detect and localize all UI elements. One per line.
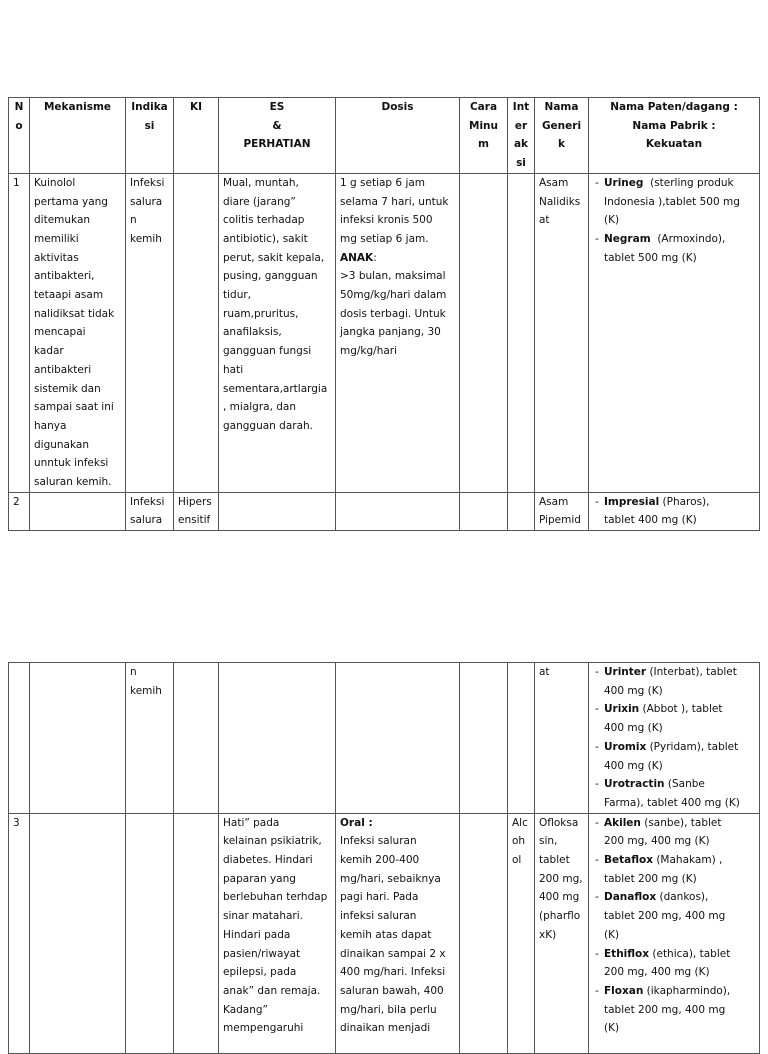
cell-line: Generi <box>541 119 582 132</box>
cell-line: colitis terhadap <box>223 214 305 227</box>
brand-detail: (sanbe), tablet <box>640 816 722 829</box>
brand-item <box>593 888 755 944</box>
row3-dosis-text <box>340 832 455 1038</box>
cell-line: infeksi kronis 500 <box>340 214 433 227</box>
cell-line: kemih <box>130 684 162 697</box>
cell-line: Minu <box>469 119 498 132</box>
cell-line: Infeksi saluran <box>340 835 417 848</box>
cell-line: Indika <box>131 101 168 113</box>
brand-detail-line: tablet 200 mg (K) <box>604 872 697 885</box>
cell-line: mg/kg/hari <box>340 345 398 358</box>
brand-detail: (Interbat), tablet <box>646 666 737 678</box>
cell-line: 400 mg/hari. Infeksi <box>340 966 446 979</box>
table-header-row <box>9 98 760 174</box>
cell-line: ensitif <box>178 514 211 527</box>
cell-line: ditemukan <box>34 214 91 227</box>
cell-line: kemih 200-400 <box>340 854 420 867</box>
row1-ki <box>174 173 219 492</box>
brand-detail-line: (K) <box>604 214 620 227</box>
brand-detail: (Abbot ), tablet <box>639 703 723 716</box>
brand-item <box>593 663 755 700</box>
row3-cara-minum <box>460 813 508 1053</box>
brand-detail-line: 200 mg, 400 mg (K) <box>604 966 710 979</box>
cell-line: sementara,artlargia <box>223 382 328 395</box>
cell-line: dinaikan sampai 2 x <box>340 947 446 960</box>
cell-line: sin, <box>539 835 558 848</box>
cell-line: antibakteri <box>34 363 92 376</box>
row3-no <box>9 813 30 1053</box>
brand-detail-line: tablet 200 mg, 400 mg <box>604 910 726 923</box>
brand-detail-line: 200 mg, 400 mg (K) <box>604 835 710 848</box>
brand-item <box>593 174 755 230</box>
page-break-gap <box>0 512 768 662</box>
header-indikasi <box>126 98 174 174</box>
cell-line: pertama yang <box>34 195 108 208</box>
cell-line: Cara <box>469 101 498 113</box>
brand-item <box>593 700 755 737</box>
brand-name: Urineg <box>604 176 644 189</box>
cell-line: anafilaksis, <box>223 326 282 339</box>
brand-item <box>593 851 755 888</box>
cell-line: xK) <box>539 928 557 941</box>
row1-dosis <box>336 173 460 492</box>
row3-es <box>219 813 336 1053</box>
cell-line: Nalidiks <box>539 195 581 208</box>
cell-line: paparan yang <box>223 872 296 885</box>
row1-dosis-adult <box>340 174 455 249</box>
cell-line: Mekanisme <box>43 101 112 113</box>
brand-first-line <box>604 230 755 249</box>
cont-cara-minum <box>460 663 508 814</box>
cell-line: Kadang” <box>223 1003 268 1016</box>
cell-line: nalidiksat tidak <box>34 307 115 320</box>
brand-detail: (Mahakam) , <box>653 854 723 867</box>
brand-detail-line: (K) <box>604 1022 620 1035</box>
brand-detail-line: 400 mg (K) <box>604 759 663 772</box>
header-interaksi <box>508 98 535 174</box>
cell-line: 400 mg <box>539 891 580 904</box>
brand-first-line <box>604 738 755 757</box>
brand-name: Urotractin <box>604 778 665 791</box>
cont-no <box>9 663 30 814</box>
brand-name: Negram <box>604 232 651 245</box>
brand-detail: (Armoxindo), <box>650 232 726 245</box>
cell-line: pusing, gangguan <box>223 270 318 283</box>
cell-line: mg/hari, bila perlu <box>340 1003 437 1016</box>
cell-line: Asam <box>539 495 569 508</box>
cell-line: berlebuhan terhdap <box>223 891 328 904</box>
cell-line: oh <box>512 835 526 848</box>
brand-detail: (Pharos), <box>659 495 710 508</box>
cell-line: saluran bawah, 400 <box>340 984 444 997</box>
brand-detail: (sterling produk <box>643 176 734 189</box>
cell-line: k <box>558 138 565 151</box>
cell-line: Hati” pada <box>223 816 280 829</box>
cell-line: Int <box>512 101 530 113</box>
drug-table-page-1 <box>8 97 760 531</box>
brand-detail-line: tablet 400 mg (K) <box>604 514 697 527</box>
brand-detail: (Sanbe <box>664 778 705 791</box>
brand-name: Floxan <box>604 984 644 997</box>
cell-line: pasien/riwayat <box>223 947 301 960</box>
cont-dosis <box>336 663 460 814</box>
header-mekanisme <box>30 98 126 174</box>
cell-line: digunakan <box>34 438 89 451</box>
cell-line: mg/hari, sebaiknya <box>340 872 441 885</box>
brand-first-line <box>604 493 755 512</box>
brand-list <box>593 663 755 813</box>
brand-detail: (ethica), tablet <box>649 947 731 960</box>
cell-line: 1 g setiap 6 jam <box>340 176 426 189</box>
cell-line: Hipers <box>178 495 212 508</box>
header-nama-generik <box>535 98 589 174</box>
cell-line: kemih <box>130 232 162 245</box>
row1-indikasi <box>126 173 174 492</box>
cell-line: Dosis <box>381 101 414 113</box>
cell-line: 200 mg, <box>539 872 583 885</box>
brand-detail: (ikapharmindo), <box>643 984 731 997</box>
drug-table-page-2 <box>8 662 760 1054</box>
cell-line: sinar matahari. <box>223 910 304 923</box>
cont-nama-paten <box>589 663 760 814</box>
brand-first-line <box>604 775 755 794</box>
cont-interaksi <box>508 663 535 814</box>
cell-line: si <box>144 119 155 132</box>
brand-name: Urixin <box>604 703 640 716</box>
row1-es <box>219 173 336 492</box>
cell-line: sampai saat ini <box>34 401 114 414</box>
cell-line: aktivitas <box>34 251 79 264</box>
brand-first-line <box>604 174 755 193</box>
brand-detail-line: Indonesia ),tablet 500 mg <box>604 195 740 208</box>
cell-line: dosis terbagi. Untuk <box>340 307 446 320</box>
brand-detail-line: tablet 500 mg (K) <box>604 251 697 264</box>
brand-first-line <box>604 982 755 1001</box>
cont-nama-generik <box>535 663 589 814</box>
cell-line: ak <box>513 138 529 151</box>
cell-line: gangguan fungsi <box>223 345 312 358</box>
brand-item <box>593 945 755 982</box>
cell-line: epilepsi, pada <box>223 966 297 979</box>
cell-line: Nama Pabrik : <box>632 119 716 132</box>
cont-mekanisme <box>30 663 126 814</box>
cell-line: Pipemid <box>539 514 581 527</box>
cell-line: 3 <box>13 816 20 829</box>
brand-detail-line: 400 mg (K) <box>604 684 663 697</box>
row3-nama-paten <box>589 813 760 1053</box>
cell-line: Hindari pada <box>223 928 291 941</box>
cell-line: antibakteri, <box>34 270 95 283</box>
brand-name: Urinter <box>604 666 647 678</box>
cell-line: Nama Paten/dagang : <box>610 101 738 113</box>
row1-cara-minum <box>460 173 508 492</box>
cont-indikasi <box>126 663 174 814</box>
brand-detail-line: Farma), tablet 400 mg (K) <box>604 796 740 809</box>
brand-first-line <box>604 851 755 870</box>
cell-line: m <box>478 138 489 151</box>
row3-dosis-oral-heading: Oral : <box>340 816 373 829</box>
cell-line: PERHATIAN <box>243 138 311 151</box>
brand-detail: (Pyridam), tablet <box>646 740 739 753</box>
cell-line: 2 <box>13 495 20 508</box>
cell-line: at <box>539 666 550 678</box>
cell-line: si <box>516 157 526 170</box>
brand-item <box>593 982 755 1038</box>
brand-first-line <box>604 814 755 833</box>
cell-line: 1 <box>13 176 20 189</box>
brand-item <box>593 814 755 851</box>
cell-line: jangka panjang, 30 <box>340 326 441 339</box>
cell-line: infeksi saluran <box>340 910 417 923</box>
cell-line: Asam <box>539 176 569 189</box>
cell-line: Kekuatan <box>645 138 703 151</box>
header-ki <box>174 98 219 174</box>
brand-first-line <box>604 700 755 719</box>
header-nama-paten <box>589 98 760 174</box>
cell-line: selama 7 hari, untuk <box>340 195 449 208</box>
table-row <box>9 663 760 814</box>
cell-line: N <box>14 101 24 113</box>
brand-item <box>593 738 755 775</box>
row3-ki <box>174 813 219 1053</box>
cont-es <box>219 663 336 814</box>
brand-name: Danaflox <box>604 891 657 904</box>
cell-line: kadar <box>34 345 64 358</box>
cell-line: KI <box>189 101 203 113</box>
cell-line: gangguan darah. <box>223 419 314 432</box>
brand-first-line <box>604 663 755 682</box>
header-cara-minum <box>460 98 508 174</box>
brand-name: Impresial <box>604 495 660 508</box>
row3-dosis <box>336 813 460 1053</box>
cell-line: , mialgra, dan <box>223 401 297 414</box>
cell-line: antibiotic), sakit <box>223 232 308 245</box>
cell-line: & <box>272 119 282 132</box>
cell-line: diare (jarang” <box>223 195 296 208</box>
row1-no <box>9 173 30 492</box>
brand-name: Betaflox <box>604 854 653 867</box>
brand-detail: (dankos), <box>656 891 709 904</box>
row1-dosis-anak-heading: ANAK: <box>340 251 377 264</box>
row1-dosis-anak <box>340 267 455 361</box>
cell-line: hanya <box>34 419 67 432</box>
table-row <box>9 813 760 1053</box>
cell-line: mempengaruhi <box>223 1022 304 1035</box>
cont-ki <box>174 663 219 814</box>
brand-list <box>593 814 755 1038</box>
row3-interaksi <box>508 813 535 1053</box>
row1-interaksi <box>508 173 535 492</box>
cell-line: diabetes. Hindari <box>223 854 313 867</box>
brand-name: Ethiflox <box>604 947 650 960</box>
cell-line: Alc <box>512 816 528 829</box>
cell-line: mg setiap 6 jam. <box>340 232 429 245</box>
cell-line: ruam,pruritus, <box>223 307 299 320</box>
brand-detail-line: 400 mg (K) <box>604 722 663 735</box>
cell-line: sistemik dan <box>34 382 101 395</box>
header-no <box>9 98 30 174</box>
cell-line: anak” dan remaja. <box>223 984 321 997</box>
brand-item <box>593 230 755 267</box>
cell-line: at <box>539 214 550 227</box>
cell-line: n <box>130 214 137 227</box>
cell-line: Nama <box>544 101 579 113</box>
row3-mekanisme <box>30 813 126 1053</box>
brand-name: Uromix <box>604 740 647 753</box>
cell-line: Kuinolol <box>34 176 76 189</box>
brand-name: Akilen <box>604 816 641 829</box>
cell-line: saluran kemih. <box>34 476 112 489</box>
cell-line: salura <box>130 514 163 527</box>
cell-line: (pharflo <box>539 910 581 923</box>
cell-line: hati <box>223 363 244 376</box>
header-dosis <box>336 98 460 174</box>
cell-line: ol <box>512 854 522 867</box>
cell-line: tablet <box>539 854 570 867</box>
cell-line: dinaikan menjadi <box>340 1022 431 1035</box>
brand-first-line <box>604 888 755 907</box>
cell-line: memiliki <box>34 232 79 245</box>
cell-line: o <box>15 119 23 132</box>
brand-first-line <box>604 945 755 964</box>
brand-item <box>593 775 755 812</box>
row1-mekanisme <box>30 173 126 492</box>
brand-detail-line: (K) <box>604 928 620 941</box>
cell-line: Infeksi <box>130 176 165 189</box>
cell-line: ES <box>269 101 285 113</box>
cell-line: tetaapi asam <box>34 289 104 302</box>
cell-line: kemih atas dapat <box>340 928 432 941</box>
row1-nama-generik <box>535 173 589 492</box>
cell-line: kelainan psikiatrik, <box>223 835 322 848</box>
header-es-perhatian <box>219 98 336 174</box>
brand-list <box>593 174 755 268</box>
cell-line: Mual, muntah, <box>223 176 299 189</box>
table-row <box>9 173 760 492</box>
cell-line: salura <box>130 195 163 208</box>
cell-line: Ofloksa <box>539 816 579 829</box>
cell-line: er <box>514 119 528 132</box>
cell-line: perut, sakit kepala, <box>223 251 325 264</box>
cell-line: unntuk infeksi <box>34 457 109 470</box>
cell-line: Infeksi <box>130 495 165 508</box>
row3-nama-generik <box>535 813 589 1053</box>
cell-line: pagi hari. Pada <box>340 891 419 904</box>
cell-line: 50mg/kg/hari dalam <box>340 289 447 302</box>
cell-line: mencapai <box>34 326 86 339</box>
cell-line: tidur, <box>223 289 252 302</box>
row3-indikasi <box>126 813 174 1053</box>
brand-detail-line: tablet 200 mg, 400 mg <box>604 1003 726 1016</box>
cell-line: n <box>130 666 137 678</box>
row1-nama-paten <box>589 173 760 492</box>
cell-line: >3 bulan, maksimal <box>340 270 446 283</box>
